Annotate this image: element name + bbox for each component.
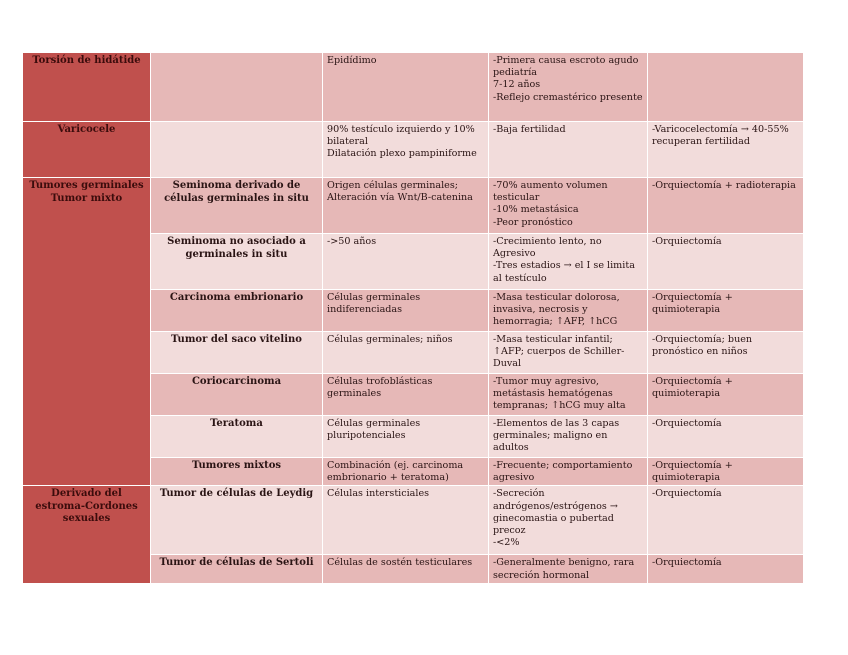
subtype-cell: Carcinoma embrionario xyxy=(151,290,323,332)
origin-text: Células germinales indiferenciadas xyxy=(327,292,421,316)
treatment-text: -Orquiectomía xyxy=(652,488,722,500)
subtype-cell: Tumores mixtos xyxy=(151,458,323,486)
category-label: Tumores germinales Tumor mixto xyxy=(29,180,144,204)
subtype-cell: Coriocarcinoma xyxy=(151,374,323,416)
origin-text: Dilatación plexo pampiniforme xyxy=(327,148,477,160)
origin-text: Células trofoblásticas germinales xyxy=(327,376,433,400)
origin-cell xyxy=(323,53,489,122)
origin-text: Células germinales pluripotenciales xyxy=(327,418,421,442)
origin-cell xyxy=(323,122,489,178)
table-row xyxy=(23,122,804,178)
table-row xyxy=(23,53,804,122)
treatment-cell xyxy=(648,555,804,583)
subtype-cell: Seminoma no asociado a germinales in situ xyxy=(151,234,323,290)
clinic-cell xyxy=(489,458,648,486)
subtype-cell: Teratoma xyxy=(151,416,323,458)
treatment-cell xyxy=(648,290,804,332)
treatment-text: -Orquiectomía + quimioterapia xyxy=(652,376,733,400)
origin-text: Células intersticiales xyxy=(327,488,430,500)
treatment-cell xyxy=(648,53,804,122)
clinic-text: -10% metastásica xyxy=(493,204,579,216)
clinic-text: -Masa testicular dolorosa, invasiva, necrosis y hemorragia; ↑AFP, ↑hCG xyxy=(493,292,620,328)
origin-text: 90% testículo izquierdo y 10% bilateral xyxy=(327,124,475,148)
origin-text: Combinación (ej. carcinoma embrionario + teratoma) xyxy=(327,460,464,484)
subtype-cell xyxy=(151,122,323,178)
table-row xyxy=(23,178,804,234)
origin-cell xyxy=(323,416,489,458)
treatment-cell xyxy=(648,234,804,290)
clinic-cell xyxy=(489,555,648,583)
subtype-cell: Seminoma derivado de células germinales in situ xyxy=(151,178,323,234)
treatment-cell xyxy=(648,122,804,178)
clinic-text: -<2% xyxy=(493,537,520,549)
clinic-cell xyxy=(489,416,648,458)
clinic-text: -Secreción andrógenos/estrógenos → ginecomastia o pubertad precoz xyxy=(493,488,618,537)
clinic-text: -Tres estadios → el I se limita al testículo xyxy=(493,260,635,284)
treatment-text: -Orquiectomía + quimioterapia xyxy=(652,460,733,484)
origin-cell xyxy=(323,178,489,234)
origin-text: Células germinales; niños xyxy=(327,334,453,345)
clinic-text: -Reflejo cremastérico presente xyxy=(493,91,643,103)
treatment-cell xyxy=(648,374,804,416)
origin-cell xyxy=(323,555,489,583)
origin-cell xyxy=(323,374,489,416)
clinic-text: -Peor pronóstico xyxy=(493,216,573,228)
treatment-cell xyxy=(648,178,804,234)
clinic-cell xyxy=(489,486,648,555)
clinic-text: -Tumor muy agresivo, metástasis hematógenas tempranas; ↑hCG muy alta xyxy=(493,376,626,412)
clinic-cell xyxy=(489,53,648,122)
treatment-cell xyxy=(648,416,804,458)
subtype-cell: Tumor de células de Leydig xyxy=(151,486,323,555)
origin-cell xyxy=(323,332,489,374)
subtype-cell: Tumor del saco vitelino xyxy=(151,332,323,374)
treatment-text: -Varicocelectomía → 40-55% recuperan fertilidad xyxy=(652,124,789,148)
treatment-text: -Orquiectomía xyxy=(652,418,722,429)
clinic-cell xyxy=(489,122,648,178)
clinic-text: -Crecimiento lento, no Agresivo xyxy=(493,236,602,260)
clinic-text: -Primera causa escroto agudo pediatría xyxy=(493,55,639,79)
origin-text: ->50 años xyxy=(327,236,377,247)
treatment-cell xyxy=(648,332,804,374)
treatment-text: -Orquiectomía xyxy=(652,557,722,569)
category-cell xyxy=(23,178,151,486)
clinic-text: -Baja fertilidad xyxy=(493,124,566,135)
origin-cell xyxy=(323,234,489,290)
origin-text: Origen células germinales; Alteración vía Wnt/B-catenina xyxy=(327,180,473,204)
subtype-cell: Tumor de células de Sertoli xyxy=(151,555,323,583)
clinic-text: -Masa testicular infantil; ↑AFP; cuerpos de Schiller-Duval xyxy=(493,334,625,370)
pathology-table xyxy=(22,52,804,584)
clinic-text: -Frecuente; comportamiento agresivo xyxy=(493,460,633,484)
origin-cell xyxy=(323,486,489,555)
origin-text: Epidídimo xyxy=(327,55,377,66)
clinic-cell xyxy=(489,332,648,374)
clinic-cell xyxy=(489,234,648,290)
treatment-text: -Orquiectomía + quimioterapia xyxy=(652,292,733,316)
treatment-text: -Orquiectomía; buen pronóstico en niños xyxy=(652,334,753,358)
subtype-cell xyxy=(151,53,323,122)
table-row xyxy=(23,486,804,555)
clinic-cell xyxy=(489,178,648,234)
treatment-cell xyxy=(648,486,804,555)
treatment-text: -Orquiectomía + radioterapia xyxy=(652,180,796,191)
clinic-text: 7-12 años xyxy=(493,79,541,91)
category-cell: Torsión de hidátide xyxy=(23,53,151,122)
treatment-text: -Orquiectomía xyxy=(652,236,722,247)
treatment-cell xyxy=(648,458,804,486)
clinic-text: -Elementos de las 3 capas germinales; maligno en adultos xyxy=(493,418,620,454)
clinic-text: -70% aumento volumen testicular xyxy=(493,180,608,204)
origin-cell xyxy=(323,290,489,332)
category-cell: Varicocele xyxy=(23,122,151,178)
origin-cell xyxy=(323,458,489,486)
category-cell: Derivado del estroma-Cordones sexuales xyxy=(23,486,151,583)
clinic-text: -Generalmente benigno, rara secreción hormonal xyxy=(493,557,635,581)
clinic-cell xyxy=(489,374,648,416)
origin-text: Células de sostén testiculares xyxy=(327,557,473,569)
clinic-cell xyxy=(489,290,648,332)
